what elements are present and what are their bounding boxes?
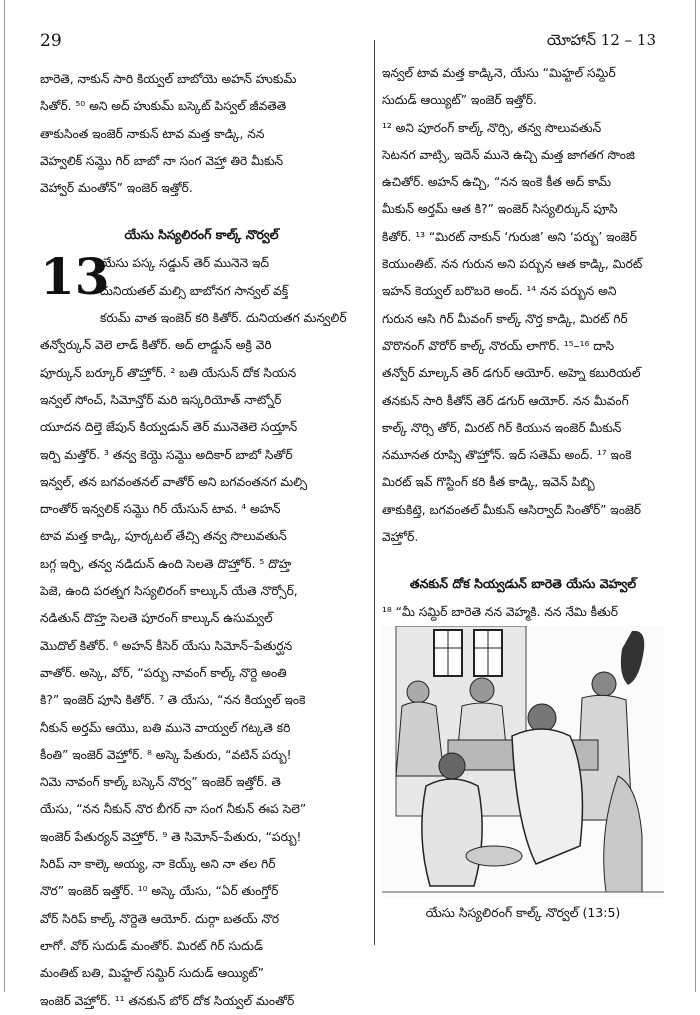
text-line: తాకుసింత ఇంజెర్ నాకున్ టావ మత్త కాడ్కి, నన <box>40 126 265 141</box>
text-line: నమూనత రూప్సి తొహ్తోన్. ఇద్ సతెమ్ అంద్. ¹⁷ ఇంకె <box>382 448 632 463</box>
text-line: నడితున్ దొహ్త సెలతె పూరంగ్ కాల్కున్ ఉసుమ్వల్ <box>40 611 273 626</box>
page-border-left <box>4 0 5 992</box>
text-line: తన్వోర్ మాల్కన్ తెర్ డగుర్ ఆయోర్. అహ్నె కబురియల్ <box>382 366 641 381</box>
text-line: తన్వోర్కున్ వెలె లాడ్ కితోర్. అద్ లాడ్డున్ అక్రి వెరి <box>40 338 272 353</box>
text-line: కెయుంతిట్. నన గురున అని పర్బున ఆత కాడ్కి, మిరట్ <box>382 257 643 272</box>
text-line: నిమె నావంగ్ కాల్క్ బస్కెన్ నొర్వ” ఇంజెర్ ఇత్తోర్. తె <box>40 775 281 790</box>
text-line: కీంతి” ఇంజెర్ వెహ్తోర్. ⁸ అస్కె పేతురు, “వటిన్ పర్బు! <box>40 747 292 762</box>
text-line: దునియతల్ మల్సి బాబోనగ సాన్వల్ వక్త్ <box>100 283 289 298</box>
text-line: ఇన్వల్ టావ మత్త కాడ్కినె, యేసు “మిహ్టల్ సమ్దిర్ <box>382 66 616 80</box>
text-line: ఇన్వల్ సోంచ్, సిమోన్తోర్ మరి ఇస్కరియోత్ నాట్నోర్ <box>40 392 282 407</box>
text-line: ఇహన్ కెయ్వల్ బరొబరె అంద్. ¹⁴ నన పర్బున అని <box>382 284 617 299</box>
text-line: యేసు, “నన నీకున్ నొర బీగర్ నా సంగ నీకున్ ఈప సెలె” <box>40 802 307 817</box>
illustration-caption: యేసు సిస్యలిరంగ్ కాల్క్ నొర్వల్ (13:5) <box>425 905 621 920</box>
text-line: ¹² అని పూరంగ్ కాల్క్ నొర్సి, తన్వ సొలువతున్ <box>382 120 602 135</box>
text-line: మొదొల్ కితోర్. ⁶ అహన్ కీసెర్ యేసు సిమోన్–పేతుర్ఘన <box>40 638 293 653</box>
column-divider <box>374 40 375 945</box>
text-line: గురున ఆసి గిర్ మీవంగ్ కాల్క్ నొర్త కాడ్కి, మిరట్ గిర్ <box>382 311 628 326</box>
text-line: కరుమ్ వాత ఇంజెర్ కరి కితోర్. దునియతగ మన్వలిర్ <box>100 311 347 326</box>
page-number: 29 <box>40 31 62 51</box>
text-line: నొర” ఇంజెర్ ఇత్తోర్. ¹⁰ అస్కె యేసు, “ఏర్ తుంగ్తోర్ <box>40 884 279 899</box>
foot-washing-illustration <box>382 626 664 898</box>
text-line: ఇంజెర్ వెహ్తోర్. ¹¹ తనకున్ బోర్ దోక సియ్వల్ మంతోర్ <box>40 993 295 1008</box>
section-heading: తనకున్ దోక సియ్వడున్ బారెతె యేసు వెహ్వల్ <box>409 576 637 592</box>
left-column <box>40 66 363 1015</box>
chapter-reference: యోహాన్ 12 – 13 <box>546 31 656 49</box>
text-line: సుదుడ్ ఆయ్యిట్” ఇంజెర్ ఇత్తోర్. <box>382 93 537 108</box>
text-line: లాగో. వోర్ సుదుడ్ మంతోర్. మిరట్ గిర్ సుదుడ్ <box>40 938 264 953</box>
chapter-start <box>40 247 363 332</box>
text-line: మంతిట్ బతి, మిహ్టల్ సమ్దిర్ సుదుడ్ ఆయ్యిట్” <box>40 966 264 981</box>
text-line: వెహ్వలిక్ సమ్దొ గిర్ బాబో నా సంగ వెహ్తా తిరె మీకున్ <box>40 153 284 168</box>
text-line: పూర్కున్ బర్కూర్ తొహ్తోర్. ² బతి యేసున్ దోక సియన <box>40 365 297 380</box>
chapter-number: 13 <box>40 247 110 307</box>
text-line: సెటనగ వాట్సి, ఇదెన్ మునె ఉచ్చి మత్త జాగతగ సొంజి <box>382 147 635 162</box>
text-line: మీకున్ అర్తమ్ ఆత కి?” ఇంజెర్ సిస్యలిర్కున్ పూసి <box>382 202 618 217</box>
page-border-right <box>695 0 696 992</box>
text-line: పెజె, ఉంది పరత్నగ సిస్యలిరంగ్ కాల్కున్ యేతె నొర్సోర్, <box>40 584 298 599</box>
text-line: దాంతోర్ ఇన్వలిక్ సమ్దొ గిర్ యేసున్ టావ. ⁴ అహన్ <box>40 502 281 517</box>
text-line: మిరట్ ఇవ్ గొస్టింగ్ కరి కీత కాడ్కి, ఇవెన్ పిబ్బి <box>382 475 595 490</box>
text-line: వెహ్తోర్. <box>382 530 419 545</box>
text-line: ఇన్వల్, తన బగవంతనల్ వాతోర్ అని బగవంతనగ మల్సి <box>40 474 308 489</box>
text-line: వాతోర్. అస్కె, వోర్, “పర్బు నావంగ్ కాల్క్ నొర్దె అంతి <box>40 665 287 680</box>
text-line: ఇంజెర్ పేతుర్యన్ వెహ్తోర్. ⁹ తె సిమోన్–పేతురు, “పర్బు! <box>40 829 302 844</box>
text-line: ఉచితోర్. అహన్ ఉచ్చి, “నన ఇంకె కీత అద్ కామ్ <box>382 175 612 190</box>
text-line: టావ మత్త కాడ్కి, పూర్కటల్ తేచ్సి తన్వ సొలువతున్ <box>40 529 287 544</box>
text-line: యూదన దిల్తె జేపున్ కియ్వడున్ తెర్ మునెతెలె సయ్తాన్ <box>40 420 298 435</box>
text-line: తాకుకిట్తె, బగవంతల్ మీకున్ ఆసిర్వాద్ సింతోర్” ఇంజెర్ <box>382 502 642 517</box>
text-line: యేసు పస్క సడ్డున్ తెర్ మునెనె ఇద్ <box>100 256 270 271</box>
text-line: వోర్ సిరిప్ కాల్క్ నొర్దెతె ఆయోర్. దుర్గా బతయ్ నొర <box>40 911 280 926</box>
text-line: వొరొనంగ్ వొరోర్ కాల్క్ నొరయ్ లాగొర్. ¹⁵–¹⁶ దాసి <box>382 338 615 353</box>
text-line: ఇర్పి మత్తోర్. ³ తన్వ కెయ్దె సమ్దొ అదికార్ బాబో సితోర్ <box>40 447 293 462</box>
right-column <box>382 60 664 681</box>
section-heading: యేసు సిస్యలిరంగ్ కాల్క్ నొర్వల్ <box>124 227 279 243</box>
text-line: కాల్క్ నొర్సి తోర్, మిరట్ గిర్ కియున ఇంజెర్ మీకున్ <box>382 420 622 435</box>
text-line: సిరిప్ నా కాల్కె అయ్య, నా కెయ్క్ అని నా తల గిర్ <box>40 857 276 872</box>
text-line: కితోర్. ¹³ “మిరట్ నాకున్ ‘గురుజి’ అని ‘పర్బు’ ఇంజెర్ <box>382 229 637 244</box>
text-line: కి?” ఇంజెర్ పూసి కితోర్. ⁷ తె యేసు, “నన కియ్వల్ ఇంకె <box>40 693 306 708</box>
text-line: వెహ్వార్ మంతోన్” ఇంజెర్ ఇత్తోర్. <box>40 181 193 196</box>
text-line: బారెతె, నాకున్ సారి కియ్వల్ బాబోయె అహన్ హుకుమ్ <box>40 72 297 86</box>
text-line: ¹⁸ “మీ సమ్దిర్ బారెతె నన వెహ్మకి. నన నేమి కీతుర్ <box>382 605 618 620</box>
text-line: బగ్గ ఇర్పి, తన్వ నడిదున్ ఉంది సెలతె దొహ్తోర్. ⁵ దొహ్త <box>40 556 292 571</box>
text-line: సితోర్. ⁵⁰ అని అద్ హుకుమ్ బస్కెట్ పిస్వల్ జీవతెతె <box>40 99 287 114</box>
text-line: నీకున్ అర్తమ్ ఆయొ, బతి మునె వాయ్వల్ గట్కతె కరి <box>40 720 291 735</box>
text-line: తనకున్ సారి కీతోన్ తెర్ డగుర్ ఆయోర్. నన మీవంగ్ <box>382 393 629 408</box>
